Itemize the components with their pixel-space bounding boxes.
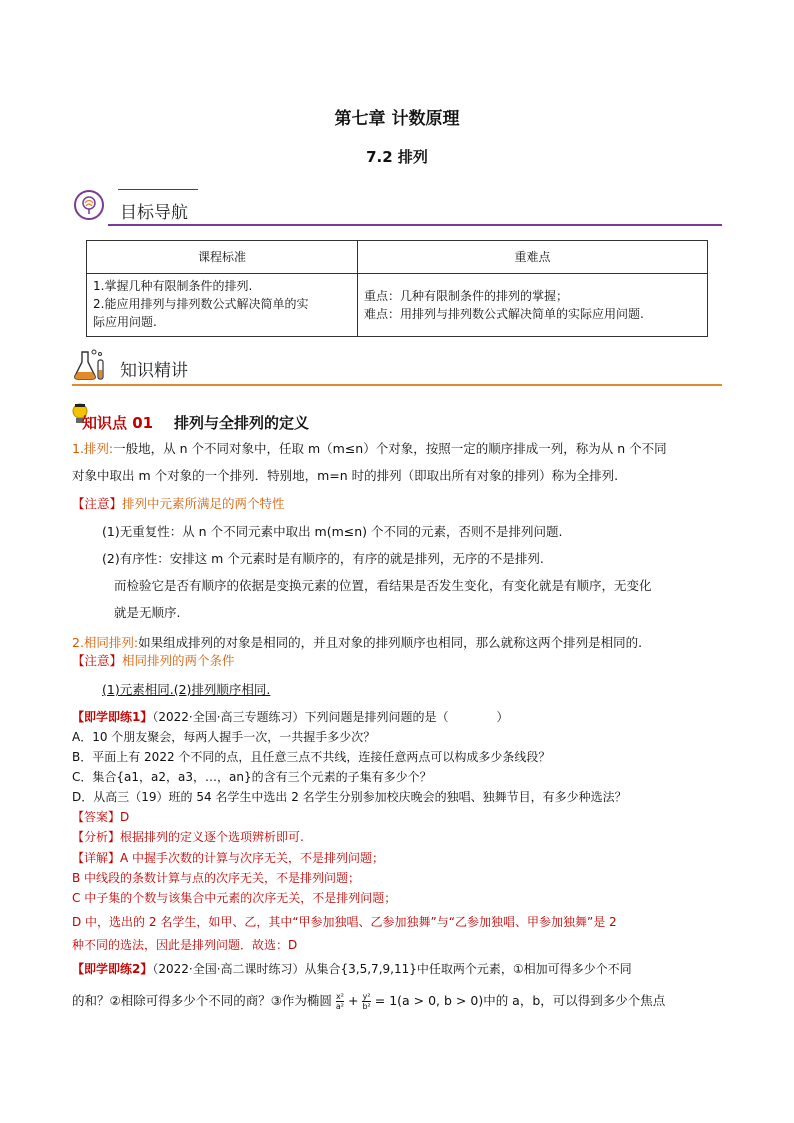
exercise-1-option-b: B．平面上有 2022 个不同的点，且任意三点不共线，连接任意两点可以构成多少条线段？ — [72, 750, 551, 764]
note-1 — [72, 495, 732, 513]
note-2-label: 【注意】 — [72, 653, 123, 668]
frac-x-den: a² — [335, 1002, 345, 1011]
goals-top-rule — [118, 189, 198, 190]
plus-sign: + — [348, 993, 359, 1008]
brain-icon — [74, 190, 104, 220]
property-3-cont: 就是无顺序. — [114, 605, 181, 620]
condition-1: (1)元素相同. — [102, 682, 174, 697]
knowledge-section-header — [72, 344, 722, 388]
exercise-1-header — [72, 708, 732, 726]
definition-1-cont: 对象中取出 m 个对象的一个排列．特别地，m=n 时的排列（即取出所有对象的排列）称为全排列. — [72, 468, 619, 483]
exercise-2-line1: （2022·全国·高二课时练习）从集合{3,5,7,9,11}中任取两个元素，①相加可得多少个不同 — [152, 962, 632, 976]
goals-section-header — [72, 186, 722, 230]
flask-icon — [72, 346, 108, 382]
property-1: (1)无重复性：从 n 个不同元素中取出 m(m≤n) 个不同的元素，否则不是排列问题. — [102, 524, 563, 539]
chapter-title: 第七章 计数原理 — [334, 109, 460, 129]
goals-bottom-rule — [108, 224, 722, 226]
definition-2-text: 如果组成排列的对象是相同的，并且对象的排列顺序也相同，那么就称这两个排列是相同的. — [138, 635, 643, 650]
exercise-1-label: 【即学即练1】 — [72, 710, 153, 724]
goals-section-title: 目标导航 — [120, 203, 188, 223]
condition-2: (2)排列顺序相同. — [173, 682, 271, 697]
exercise-2-text-a: 的和？②相除可得多少个不同的商？③作为椭圆 — [72, 993, 332, 1008]
exercise-1-analysis — [72, 828, 732, 846]
definition-1-label: 1.排列: — [72, 441, 114, 456]
detail-label: 【详解】 — [72, 851, 121, 865]
exercise-1-detail — [72, 849, 732, 867]
goals-col2-cell — [358, 274, 708, 337]
definition-2-label: 2.相同排列: — [72, 635, 139, 650]
exercise-2-text-b: = 1(a > 0, b > 0)中的 a，b，可以得到多少个焦点 — [374, 993, 666, 1008]
goals-col1-line: 1.掌握几种有限制条件的排列. — [93, 279, 253, 293]
detail-line: C 中子集的个数与该集合中元素的次序无关，不是排列问题； — [72, 891, 397, 905]
note-2 — [72, 652, 732, 670]
frac-y-den: b² — [362, 1002, 371, 1011]
goals-col1-line: 际应用问题. — [93, 315, 157, 329]
analysis-label: 【分析】 — [72, 830, 121, 844]
note-2-text: 相同排列的两个条件 — [122, 653, 235, 668]
frac-x-num: x² — [335, 992, 344, 1001]
analysis-text: 根据排列的定义逐个选项辨析即可. — [120, 830, 304, 844]
exercise-1-option-a: A．10 个朋友聚会，每两人握手一次，一共握手多少次？ — [72, 730, 376, 744]
knowledge-bottom-rule — [72, 384, 722, 386]
definition-2 — [72, 634, 732, 652]
goals-col1-header: 课程标准 — [87, 241, 358, 274]
answer-label: 【答案】 — [72, 810, 121, 824]
ellipse-formula-2 — [362, 992, 370, 1011]
goals-table — [86, 240, 708, 337]
section-title: 7.2 排列 — [366, 148, 428, 166]
conditions — [102, 681, 762, 699]
goals-col2-line: 重点：几种有限制条件的排列的掌握； — [364, 289, 569, 303]
goals-col1-cell — [87, 274, 358, 337]
knowledge-point-title — [82, 412, 309, 433]
knowledge-section-title: 知识精讲 — [120, 361, 188, 381]
exercise-1-source: （2022·全国·高三专题练习）下列问题是排列问题的是（ ） — [152, 710, 509, 724]
knowledge-point-label: 知识点 01 — [82, 414, 154, 432]
frac-y-num: y² — [362, 992, 371, 1001]
ellipse-formula — [336, 992, 344, 1011]
goals-col2-line: 难点：用排列与排列数公式解决简单的实际应用问题. — [364, 307, 644, 321]
property-3: 而检验它是否有顺序的依据是变换元素的位置，看结果是否发生变化，有变化就是有顺序，无变化 — [114, 578, 652, 593]
exercise-1-answer — [72, 808, 732, 826]
exercise-2-header — [72, 960, 732, 978]
detail-line: B 中线段的条数计算与点的次序无关，不是排列问题； — [72, 871, 361, 885]
detail-line: D 中，选出的 2 名学生，如甲、乙，其中“甲参加独唱、乙参加独舞”与“乙参加独唱、甲参加独舞”是 2 — [72, 915, 617, 929]
goals-col1-line: 2.能应用排列与排列数公式解决简单的实 — [93, 297, 309, 311]
exercise-2-line2 — [72, 992, 732, 1011]
knowledge-point-name: 排列与全排列的定义 — [174, 414, 310, 432]
note-1-text: 排列中元素所满足的两个特性 — [122, 496, 285, 511]
note-1-label: 【注意】 — [72, 496, 123, 511]
exercise-1-option-d: D．从高三（19）班的 54 名学生中选出 2 名学生分别参加校庆晚会的独唱、独舞节目，有多少种选法？ — [72, 790, 627, 804]
answer-value: D — [120, 810, 130, 824]
definition-1-text: 一般地，从 n 个不同对象中，任取 m（m≤n）个对象，按照一定的顺序排成一列，称为从 n 个不同 — [113, 441, 667, 456]
exercise-1-option-c: C．集合{a1，a2，a3，…，an}的含有三个元素的子集有多少个？ — [72, 770, 432, 784]
detail-line: A 中握手次数的计算与次序无关，不是排列问题； — [120, 851, 385, 865]
definition-1 — [72, 440, 732, 458]
exercise-2-label: 【即学即练2】 — [72, 962, 153, 976]
property-2: (2)有序性：安排这 m 个元素时是有顺序的，有序的就是排列，无序的不是排列. — [102, 551, 544, 566]
goals-col2-header: 重难点 — [358, 241, 708, 274]
detail-line: 种不同的选法，因此是排列问题．故选：D — [72, 938, 298, 952]
